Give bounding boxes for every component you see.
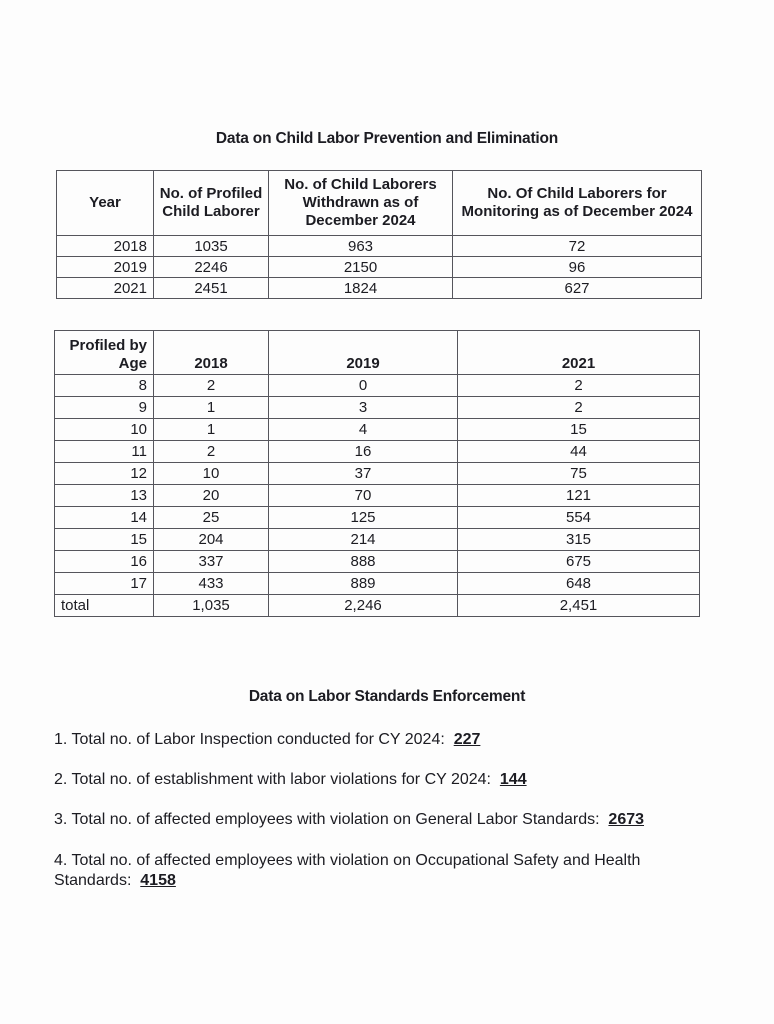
y2021-cell: 675 [458, 551, 700, 573]
age-cell: 11 [55, 441, 154, 463]
y2018-cell: 433 [154, 573, 269, 595]
item-value: 4158 [140, 872, 176, 889]
table-row [55, 573, 700, 595]
monitoring-cell: 72 [453, 236, 702, 257]
monitoring-cell: 627 [453, 278, 702, 299]
item-text: 2. Total no. of establishment with labor violations for CY 2024: [54, 771, 491, 788]
withdrawn-cell: 2150 [269, 257, 453, 278]
profiled-cell: 2451 [154, 278, 269, 299]
y2018-cell: 25 [154, 507, 269, 529]
y2018-cell: 2 [154, 375, 269, 397]
list-item [54, 730, 724, 750]
y2019-cell: 3 [269, 397, 458, 419]
table-row [55, 507, 700, 529]
total-2021: 2,451 [458, 595, 700, 617]
y2019-cell: 214 [269, 529, 458, 551]
y2018-cell: 1 [154, 419, 269, 441]
item-value: 227 [453, 731, 481, 748]
table-row [55, 375, 700, 397]
table-row [55, 441, 700, 463]
y2021-cell: 2 [458, 375, 700, 397]
y2021-cell: 554 [458, 507, 700, 529]
list-item [54, 810, 724, 830]
y2019-cell: 888 [269, 551, 458, 573]
table-row [57, 257, 702, 278]
age-cell: 9 [55, 397, 154, 419]
y2021-cell: 2 [458, 397, 700, 419]
table-row [55, 551, 700, 573]
header-monitoring: No. Of Child Laborers for Monitoring as of December 2024 [453, 171, 702, 236]
labor-standards-title: Data on Labor Standards Enforcement [248, 688, 526, 705]
header-year: Year [57, 171, 154, 236]
age-cell: 10 [55, 419, 154, 441]
total-2019: 2,246 [269, 595, 458, 617]
y2018-cell: 337 [154, 551, 269, 573]
age-cell: 13 [55, 485, 154, 507]
y2019-cell: 70 [269, 485, 458, 507]
withdrawn-cell: 1824 [269, 278, 453, 299]
y2019-cell: 37 [269, 463, 458, 485]
table-row [57, 278, 702, 299]
y2021-cell: 121 [458, 485, 700, 507]
year-cell: 2021 [57, 278, 154, 299]
header-withdrawn: No. of Child Laborers Withdrawn as of December 2024 [269, 171, 453, 236]
total-label: total [55, 595, 154, 617]
table-row [55, 419, 700, 441]
table-row [55, 529, 700, 551]
profiled-by-age-table [54, 330, 700, 617]
y2019-cell: 889 [269, 573, 458, 595]
withdrawn-cell: 963 [269, 236, 453, 257]
y2021-cell: 315 [458, 529, 700, 551]
age-cell: 17 [55, 573, 154, 595]
total-2018: 1,035 [154, 595, 269, 617]
profiled-cell: 1035 [154, 236, 269, 257]
child-labor-title: Data on Child Labor Prevention and Elimination [215, 130, 559, 147]
age-cell: 15 [55, 529, 154, 551]
year-cell: 2018 [57, 236, 154, 257]
y2019-cell: 4 [269, 419, 458, 441]
y2021-cell: 648 [458, 573, 700, 595]
y2021-cell: 75 [458, 463, 700, 485]
y2019-cell: 0 [269, 375, 458, 397]
header-age: Profiled by Age [55, 331, 154, 375]
header-profiled: No. of Profiled Child Laborer [154, 171, 269, 236]
age-cell: 16 [55, 551, 154, 573]
table-row [55, 485, 700, 507]
y2018-cell: 20 [154, 485, 269, 507]
item-value: 2673 [608, 811, 645, 828]
item-text: 1. Total no. of Labor Inspection conducted for CY 2024: [54, 731, 445, 748]
y2018-cell: 10 [154, 463, 269, 485]
item-text: 4. Total no. of affected employees with violation on Occupational Safety and Health Standards: [54, 852, 641, 889]
item-value: 144 [499, 771, 527, 788]
age-cell: 8 [55, 375, 154, 397]
table-row [55, 463, 700, 485]
monitoring-cell: 96 [453, 257, 702, 278]
age-cell: 14 [55, 507, 154, 529]
y2018-cell: 204 [154, 529, 269, 551]
y2019-cell: 16 [269, 441, 458, 463]
child-labor-summary-table [56, 170, 702, 299]
y2018-cell: 1 [154, 397, 269, 419]
table-row [57, 236, 702, 257]
header-2019: 2019 [269, 331, 458, 375]
y2021-cell: 44 [458, 441, 700, 463]
item-text: 3. Total no. of affected employees with violation on General Labor Standards: [54, 811, 600, 828]
header-2021: 2021 [458, 331, 700, 375]
total-row [55, 595, 700, 617]
y2019-cell: 125 [269, 507, 458, 529]
header-2018: 2018 [154, 331, 269, 375]
year-cell: 2019 [57, 257, 154, 278]
table-row [55, 397, 700, 419]
list-item [54, 770, 724, 790]
y2018-cell: 2 [154, 441, 269, 463]
list-item [54, 851, 724, 891]
y2021-cell: 15 [458, 419, 700, 441]
age-cell: 12 [55, 463, 154, 485]
profiled-cell: 2246 [154, 257, 269, 278]
